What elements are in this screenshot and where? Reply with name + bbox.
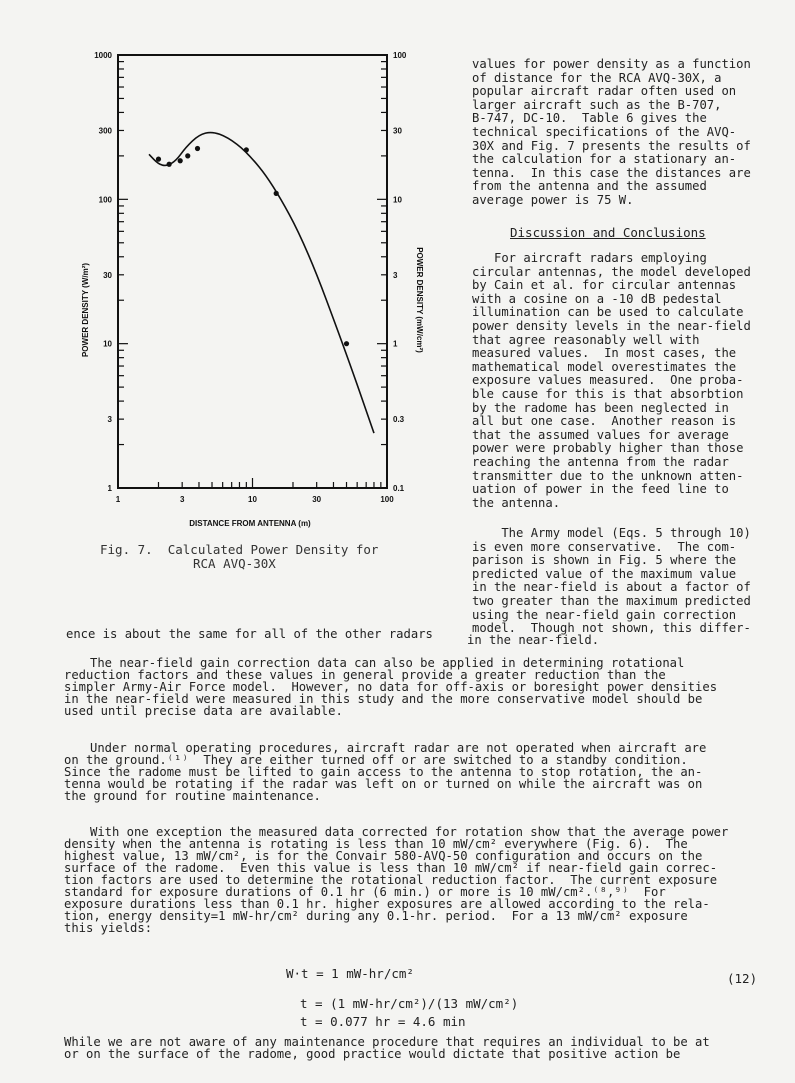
text-line: mathematical model overestimates the <box>472 359 737 374</box>
data-point <box>185 153 190 158</box>
text-line: this yields: <box>64 921 153 935</box>
text-line: tenna would be rotating if the radar was left on or turned on while the aircraft was on <box>64 777 703 791</box>
figure-caption <box>100 543 378 571</box>
series-calculated-curve <box>149 133 374 434</box>
y-axis-right-title: POWER DENSITY (mW/cm²) <box>415 247 424 353</box>
text-line: For aircraft radars employing <box>472 251 707 265</box>
text-line: simpler Army-Air Force model. However, no data for off-axis or boresight power densities <box>64 680 718 694</box>
equation-number: (12) <box>727 971 758 986</box>
data-point <box>274 191 279 196</box>
data-point <box>167 162 172 167</box>
y-tick-label-left: 300 <box>98 126 112 136</box>
text-line: transmitter due to the unknown atten- <box>472 468 744 483</box>
text-line: used until precise data are available. <box>64 704 343 718</box>
text-line: model. Though not shown, this differ- <box>472 621 751 636</box>
right-column-paragraph-3 <box>472 527 772 636</box>
text-line: power density levels in the near-field <box>472 318 751 333</box>
text-line: reaching the antenna from the radar <box>472 454 729 469</box>
text-line: tion, energy density=1 mW-hr/cm² during any 0.1-hr. period. For a 13 mW/cm² exposure <box>64 909 688 923</box>
data-point <box>195 146 200 151</box>
text-line: B-747, DC-10. Table 6 gives the <box>472 111 707 126</box>
text-line: on the ground.⁽¹⁾ They are either turned off or are switched to a standby condition. <box>64 753 688 767</box>
equation-1: W·t = 1 mW-hr/cm² <box>286 966 414 981</box>
text-line: that the assumed values for average <box>472 427 729 442</box>
text-line: that agree reasonably well with <box>472 332 700 347</box>
y-tick-label-left: 10 <box>103 339 112 349</box>
text-line: With one exception the measured data corrected for rotation show that the average power <box>90 825 729 839</box>
text-line: tion factors are used to determine the rotational reduction factor. The current exposure <box>64 873 718 887</box>
paragraph-operating-procedures <box>64 742 764 802</box>
x-tick-label: 10 <box>248 495 257 504</box>
text-line: reduction factors and these values in general provide a greater reduction than the <box>64 668 666 682</box>
equation-2: t = (1 mW-hr/cm²)/(13 mW/cm²) <box>300 996 519 1011</box>
text-line: uation of power in the feed line to <box>472 482 729 497</box>
text-line: circular antennas, the model developed <box>472 264 751 279</box>
paragraph-maintenance <box>64 1036 764 1060</box>
text-line: in the near-field were measured in this study and the more conservative model should be <box>64 692 703 706</box>
data-point <box>244 147 249 152</box>
y-axis-left-title: POWER DENSITY (W/m²) <box>81 262 90 358</box>
text-line: surface of the radome. Even this value is less than 10 mW/cm² if near-field gain correc- <box>64 861 718 875</box>
text-line: 30X and Fig. 7 presents the results of <box>472 138 751 153</box>
text-line: exposure values measured. One proba- <box>472 373 744 388</box>
paragraph-rotation-data <box>64 826 764 934</box>
text-line: of distance for the RCA AVQ-30X, a <box>472 70 722 85</box>
right-column-paragraph-1 <box>472 58 772 208</box>
text-line: in the near-field is about a factor of <box>472 580 751 595</box>
text-line: standard for exposure durations of 0.1 hr (6 min.) or more is 10 mW/cm².⁽⁸,⁹⁾ For <box>64 885 666 899</box>
y-tick-label-left: 30 <box>103 270 112 280</box>
y-tick-label-right: 30 <box>393 126 402 136</box>
text-line: The near-field gain correction data can also be applied in determining rotational <box>90 656 685 670</box>
caption-line-1: Fig. 7. Calculated Power Density for <box>100 542 379 557</box>
power-density-chart <box>60 40 450 530</box>
text-line: or on the surface of the radome, good practice would dictate that positive action be <box>64 1047 681 1061</box>
y-tick-label-right: 100 <box>393 51 407 60</box>
data-point <box>178 158 183 163</box>
y-tick-label-right: 1 <box>393 339 398 349</box>
paragraph-continuation-right: in the near-field. <box>467 633 600 647</box>
text-line: from the antenna and the assumed <box>472 179 707 194</box>
paragraph-continuation-left: ence is about the same for all of the other radars <box>66 627 433 641</box>
text-line: by Cain et al. for circular antennas <box>472 278 737 293</box>
text-line: using the near-field gain correction <box>472 607 737 622</box>
x-tick-label: 100 <box>380 495 394 504</box>
text-line: parison is shown in Fig. 5 where the <box>472 553 737 568</box>
text-line: two greater than the maximum predicted <box>472 593 751 608</box>
y-tick-label-left: 1 <box>107 484 112 493</box>
text-line: measured values. In most cases, the <box>472 346 737 361</box>
text-line: by the radome has been neglected in <box>472 400 729 415</box>
right-column-paragraph-2 <box>472 252 772 510</box>
x-tick-label: 30 <box>312 495 322 504</box>
caption-line-2: RCA AVQ-30X <box>193 556 276 571</box>
text-line: the calculation for a stationary an- <box>472 152 737 167</box>
y-tick-label-right: 0.1 <box>393 484 405 493</box>
y-tick-label-right: 10 <box>393 195 402 205</box>
y-tick-label-left: 100 <box>98 195 112 205</box>
text-line: tenna. In this case the distances are <box>472 165 751 180</box>
text-line: exposure durations less than 0.1 hr. higher exposures are allowed according to the rela- <box>64 897 710 911</box>
text-line: Since the radome must be lifted to gain access to the antenna to stop rotation, the an- <box>64 765 703 779</box>
text-line: the antenna. <box>472 495 561 510</box>
y-tick-label-left: 1000 <box>94 51 112 60</box>
text-line: highest value, 13 mW/cm², is for the Convair 580-AVQ-50 configuration and occurs on the <box>64 849 703 863</box>
x-tick-label: 3 <box>179 495 185 504</box>
text-line: Under normal operating procedures, aircraft radar are not operated when aircraft are <box>90 741 707 755</box>
text-line: values for power density as a function <box>472 57 751 71</box>
chart-plot-area <box>94 51 407 504</box>
paragraph-near-field-gain <box>64 657 764 717</box>
text-line: all but one case. Another reason is <box>472 414 737 429</box>
text-line: While we are not aware of any maintenance procedure that requires an individual to be at <box>64 1035 710 1049</box>
text-line: the ground for routine maintenance. <box>64 789 321 803</box>
y-tick-label-right: 3 <box>393 270 398 280</box>
y-tick-label-left: 3 <box>107 415 112 425</box>
text-line: predicted value of the maximum value <box>472 566 737 581</box>
section-heading: Discussion and Conclusions <box>510 225 706 240</box>
text-line: The Army model (Eqs. 5 through 10) <box>472 526 751 540</box>
text-line: power were probably higher than those <box>472 441 744 456</box>
x-tick-label: 1 <box>115 495 121 504</box>
text-line: technical specifications of the AVQ- <box>472 124 737 139</box>
text-line: larger aircraft such as the B-707, <box>472 97 722 112</box>
data-point <box>156 156 161 161</box>
text-line: popular aircraft radar often used on <box>472 84 737 99</box>
text-line: average power is 75 W. <box>472 192 634 207</box>
text-line: with a cosine on a -10 dB pedestal <box>472 291 722 306</box>
text-line: density when the antenna is rotating is less than 10 mW/cm² everywhere (Fig. 6). The <box>64 837 688 851</box>
plot-frame <box>118 55 387 488</box>
x-axis-title: DISTANCE FROM ANTENNA (m) <box>189 519 311 528</box>
text-line: illumination can be used to calculate <box>472 305 744 320</box>
text-line: ble cause for this is that absorbtion <box>472 386 744 401</box>
equation-3: t = 0.077 hr = 4.6 min <box>300 1014 466 1029</box>
y-tick-label-right: 0.3 <box>393 415 405 425</box>
data-point <box>344 341 349 346</box>
text-line: is even more conservative. The com- <box>472 539 737 554</box>
